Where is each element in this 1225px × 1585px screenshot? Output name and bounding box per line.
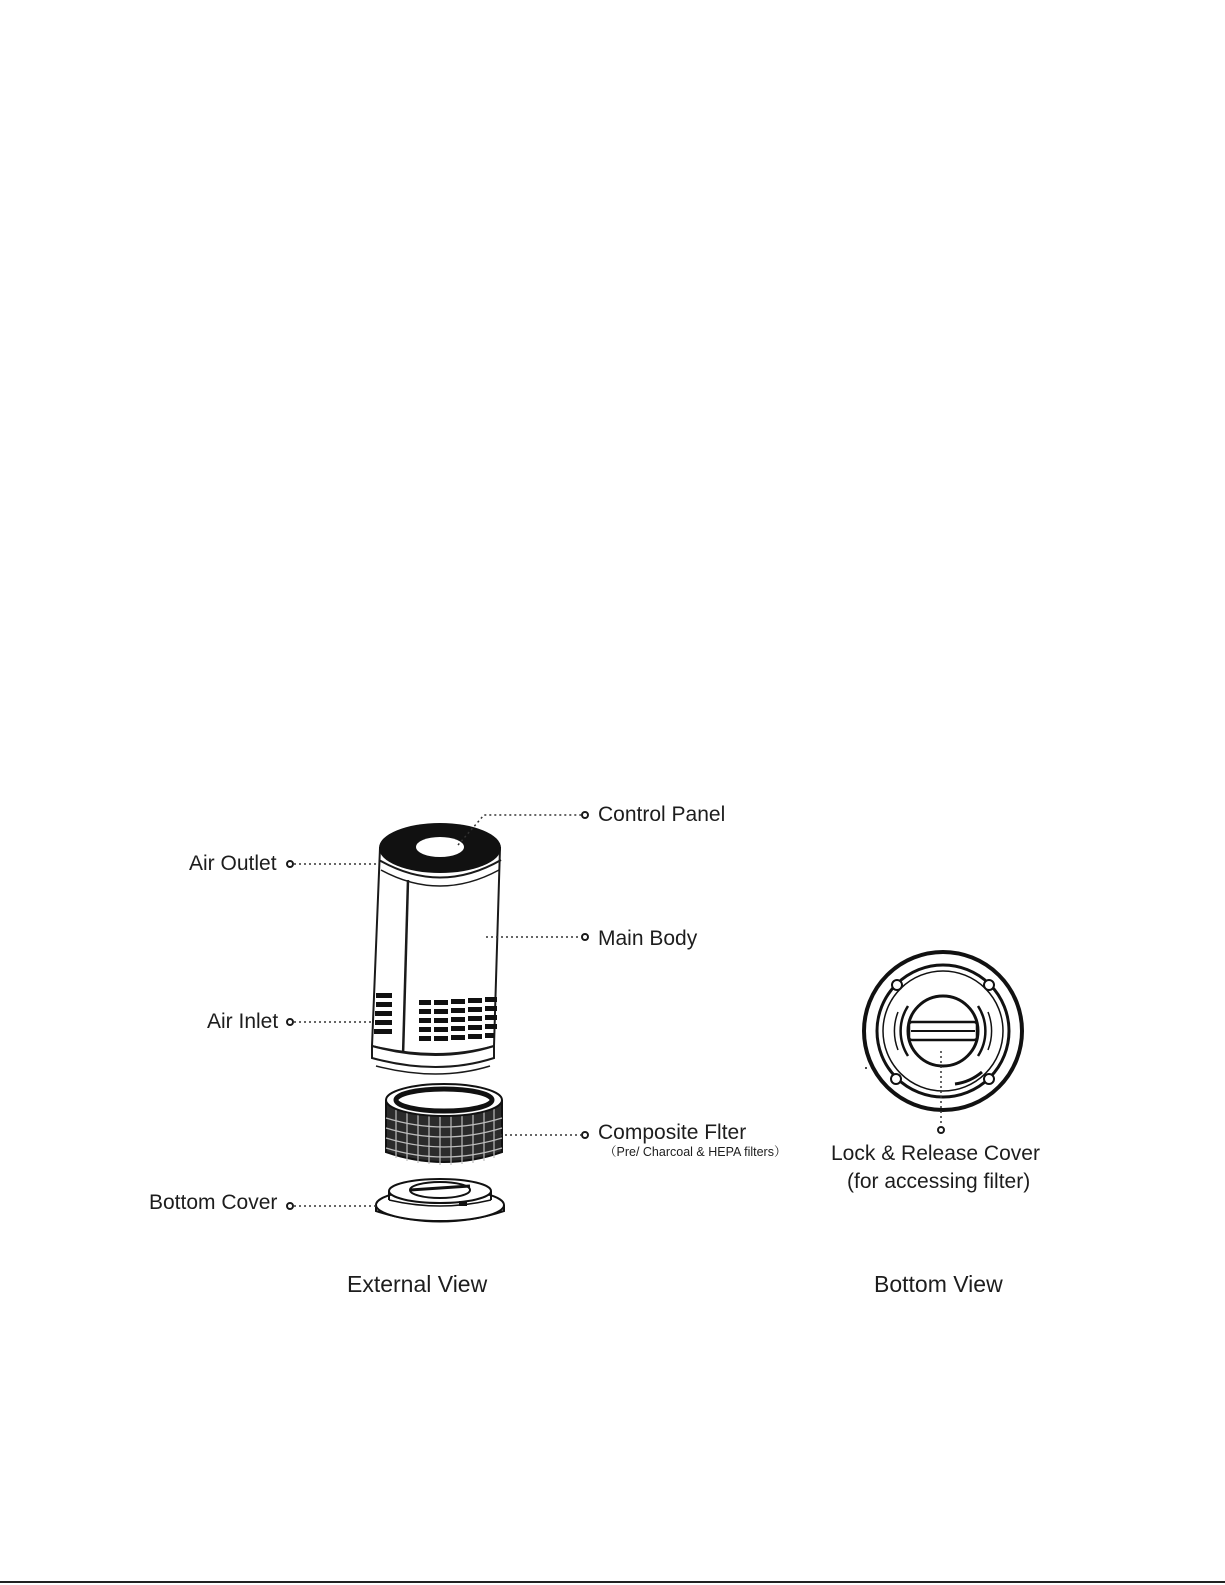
composite-filter-drawing xyxy=(386,1084,502,1165)
page-bottom-rule xyxy=(0,1581,1225,1583)
external-view-caption: External View xyxy=(347,1271,488,1297)
control-panel-label: Control Panel xyxy=(598,803,726,826)
bottom-view-caption: Bottom View xyxy=(874,1271,1003,1297)
composite-filter-note: （Pre/ Charcoal & HEPA filters） xyxy=(604,1145,787,1159)
main-body-label: Main Body xyxy=(598,927,698,950)
lock-release-cover-label: Lock & Release Cover xyxy=(831,1142,1040,1165)
air-outlet-label: Air Outlet xyxy=(189,852,277,875)
air-inlet-label: Air Inlet xyxy=(207,1010,279,1033)
bottom-cover-drawing xyxy=(376,1179,504,1222)
bottom-view-drawing xyxy=(864,952,1022,1110)
bottom-cover-label: Bottom Cover xyxy=(149,1191,278,1214)
composite-filter-label: Composite Flter xyxy=(598,1121,747,1144)
lock-release-cover-sublabel: (for accessing filter) xyxy=(847,1170,1031,1193)
